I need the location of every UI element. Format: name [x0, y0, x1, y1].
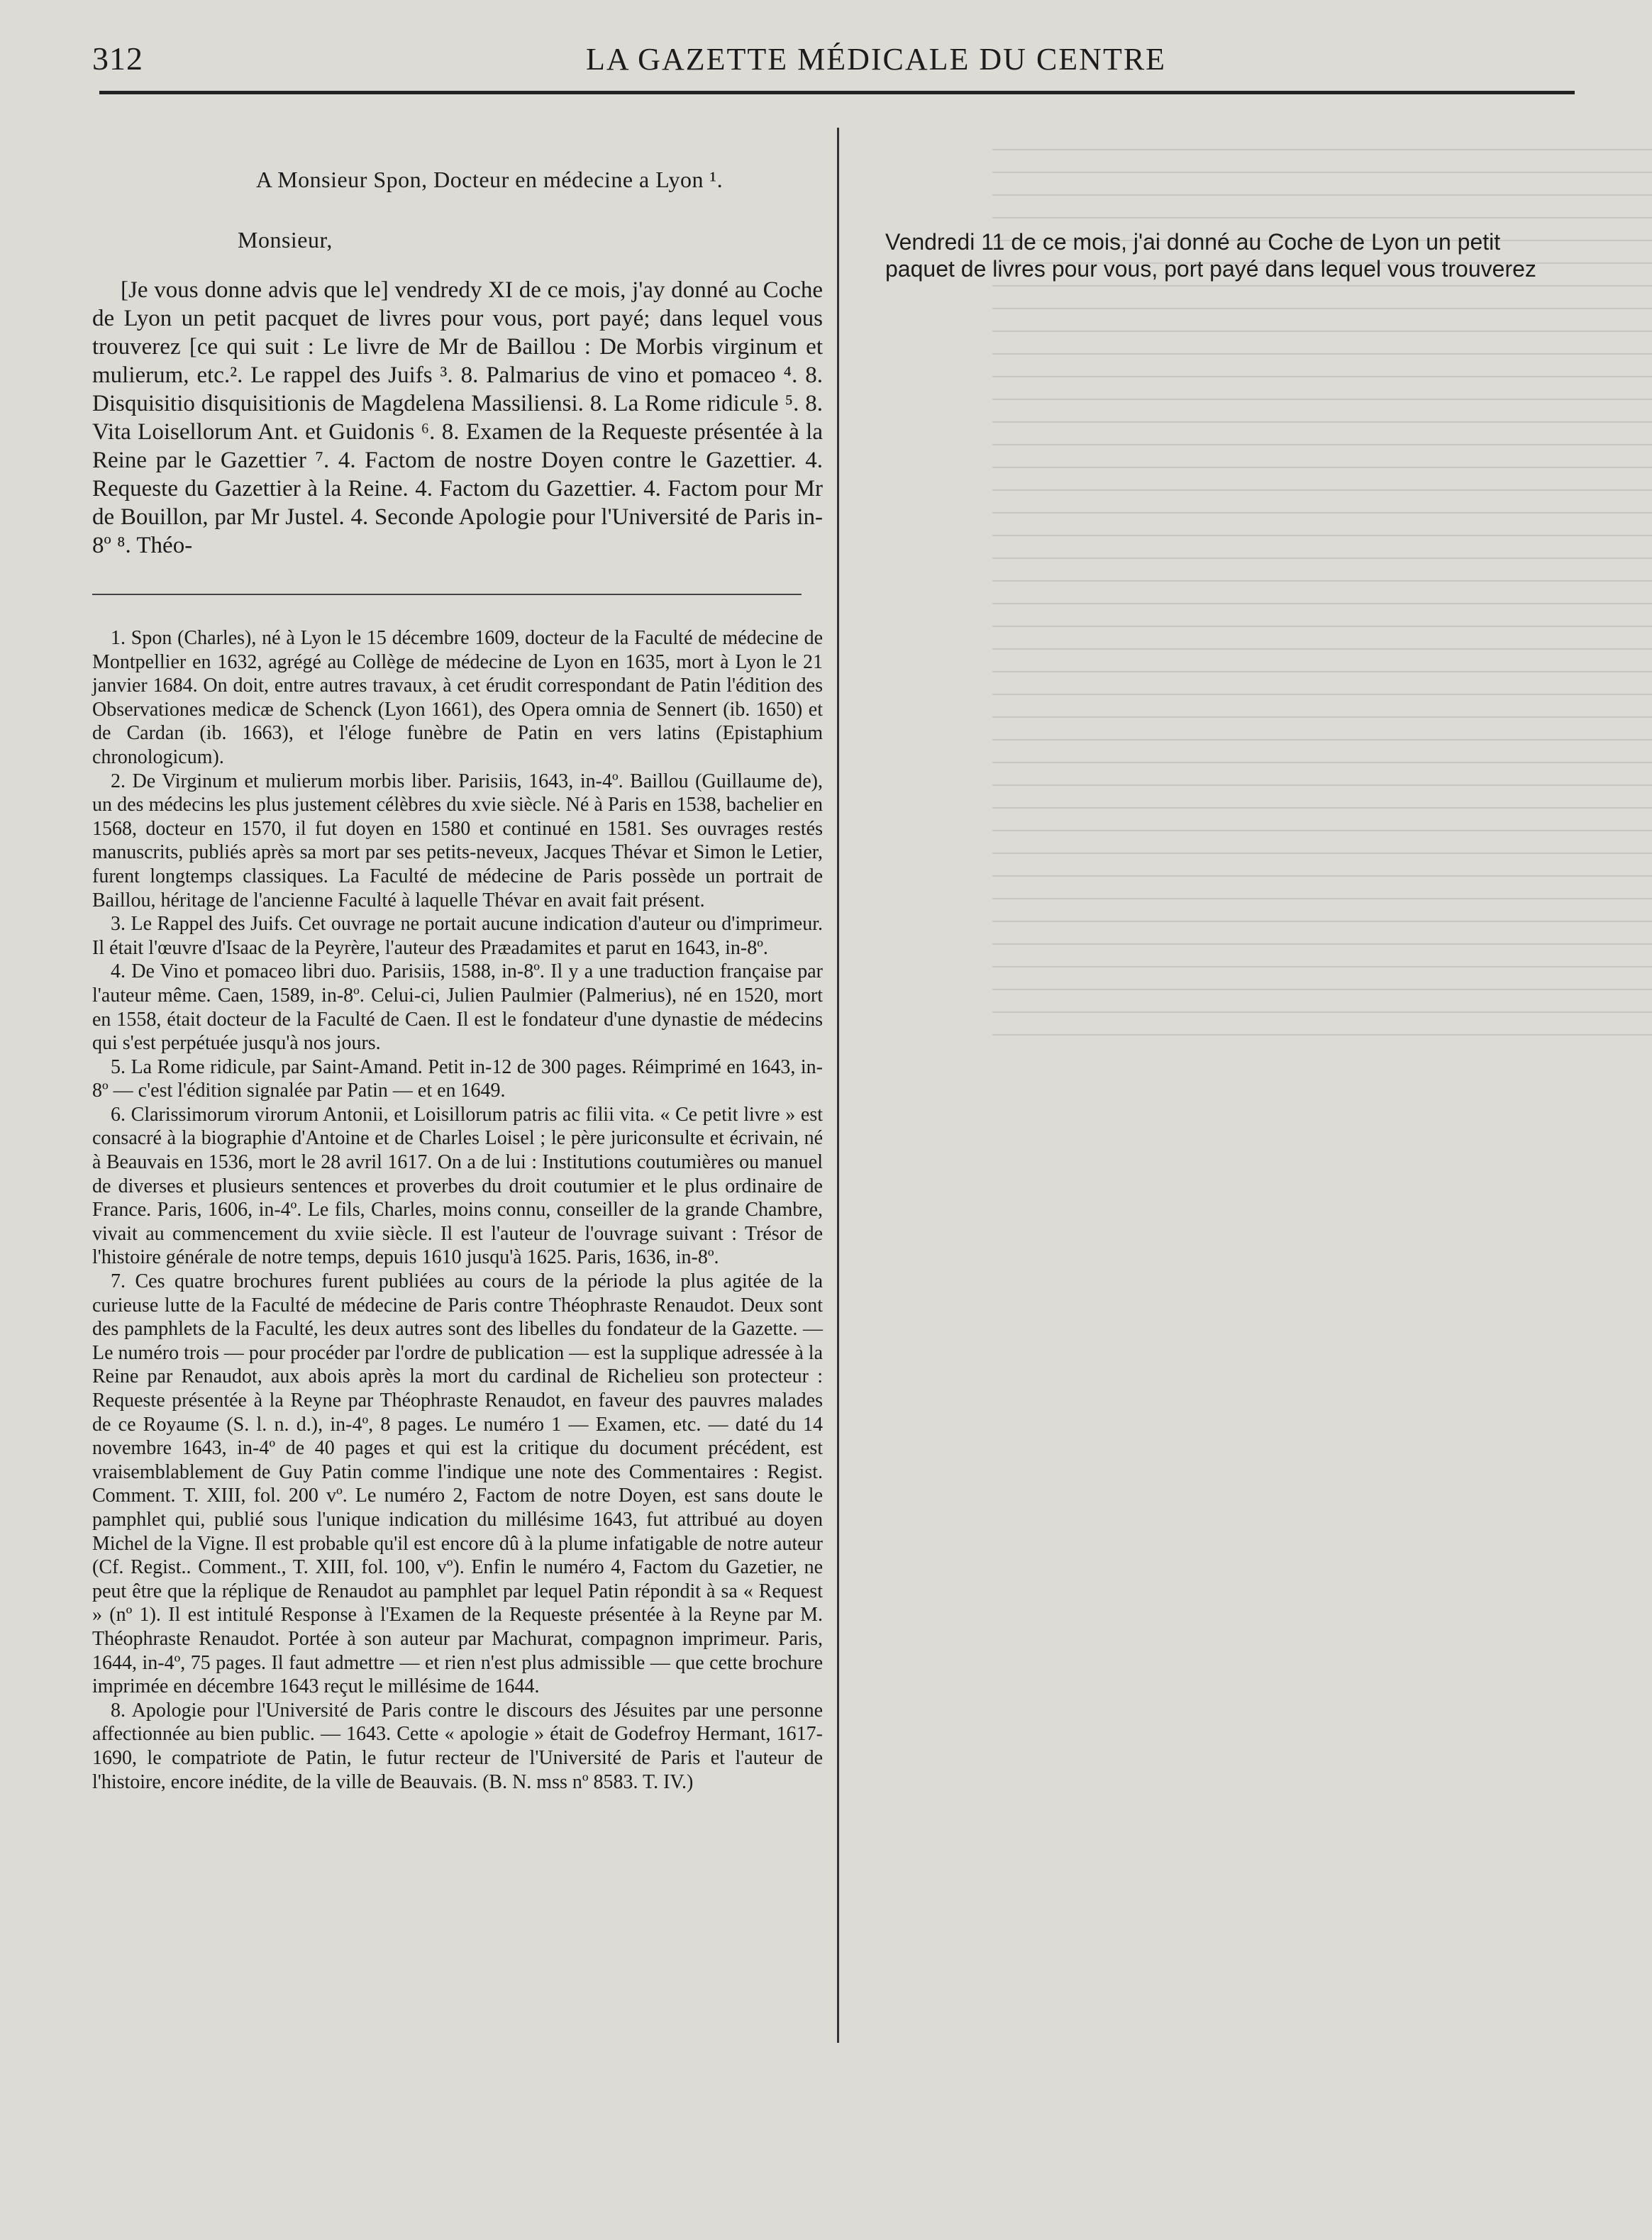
footnote-3: 3. Le Rappel des Juifs. Cet ouvrage ne portait aucune indication d'auteur ou d'imprimeur. Il était l'œuvre d'Isaac de la Peyrère, l'auteur des Præadamites et parut en 1643, in-8º. — [92, 913, 823, 959]
footnotes — [92, 626, 823, 1794]
footnote-1: 1. Spon (Charles), né à Lyon le 15 décembre 1609, docteur de la Faculté de médecine de Montpellier en 1632, agrégé au Collège de médecine de Lyon en 1635, mort à Lyon le 21 janvier 1684. On doit, entre autres travaux, à cet érudit correspondant de Patin l'édition des Observationes medicæ de Schenck (Lyon 1661), des Opera omnia de Sennert (ib. 1650) et de Cardan (ib. 1663), et l'éloge funèbre de Patin en vers latins (Epistaphium chronologicum). — [92, 627, 823, 768]
bleed-through-texture — [992, 128, 1652, 2163]
footnote-8: 8. Apologie pour l'Université de Paris contre le discours des Jésuites par une personne affectionnée au bien public. — 1643. Cette « apologie » était de Godefroy Hermant, 1617-1690, le compatriote de Patin, le futur recteur de l'Université de Paris et l'auteur de l'histoire, encore inédite, de la ville de Beauvais. (B. N. mss nº 8583. T. IV.) — [92, 1699, 823, 1793]
footnote-separator — [92, 594, 802, 595]
letter-salutation: Monsieur, — [238, 227, 333, 253]
footnote-7: 7. Ces quatre brochures furent publiées au cours de la période la plus agitée de la curieuse lutte de la Faculté de médecine de Paris contre Théophraste Renaudot. Deux sont des pamphlets de la Faculté, les deux autres sont des libelles du fondateur de la Gazette. — Le numéro trois — pour procéder par l'ordre de publication — est la supplique adressée à la Reine par Renaudot, aux abois après la mort du cardinal de Richelieu son protecteur : Requeste présentée à la Reyne par Théophraste Renaudot, en faveur des pauvres malades de ce Royaume (S. l. n. d.), in-4º, 8 pages. Le numéro 1 — Examen, etc. — daté du 14 novembre 1643, in-4º de 40 pages et qui est la critique du document précédent, est vraisemblablement de Guy Patin comme l'indique une note des Commentaires : Regist. Comment. T. XIII, fol. 200 vº. Le numéro 2, Factom de notre Doyen, est sans doute le pamphlet qui, publié sous l'unique indication du millésime 1643, fut attribué au doyen Michel de la Vigne. Il est probable qu'il est encore dû à la plume infatigable de notre auteur (Cf. Regist.. Comment., T. XIII, fol. 100, vº). Enfin le numéro 4, Factom du Gazetier, ne peut être que la réplique de Renaudot au pamphlet par lequel Patin répondit à sa « Request » (nº 1). Il est intitulé Response à l'Examen de la Requeste présentée à la Reyne par M. Théophraste Renaudot. Portée à son auteur par Machurat, compagnon imprimeur. Paris, 1644, in-4º, 75 pages. Il faut admettre — et rien n'est plus admissible — que cette brochure imprimée en décembre 1643 reçut le millésime de 1644. — [92, 1270, 823, 1698]
footnote-6: 6. Clarissimorum virorum Antonii, et Loisillorum patris ac filii vita. « Ce petit livre » est consacré à la biographie d'Antoine et de Charles Loisel ; le père juriconsulte et écrivain, né à Beauvais en 1536, mort le 28 avril 1617. On a de lui : Institutions coutumières ou manuel de diverses et plusieurs sentences et proverbes du droit coutumier et le plus ordinaire de France. Paris, 1606, in-4º. Le fils, Charles, moins connu, conseiller de la grande Chambre, vivait au commencement du xviie siècle. Il est l'auteur de l'ouvrage suivant : Trésor de l'histoire générale de notre temps, depuis 1610 jusqu'à 1625. Paris, 1636, in-8º. — [92, 1103, 823, 1269]
letter-body: [Je vous donne advis que le] vendredy XI de ce mois, j'ay donné au Coche de Lyon un petit pacquet de livres pour vous, port payé; dans lequel vous trouverez [ce qui suit : Le livre de Mr de Baillou : De Morbis virginum et mulierum, etc.². Le rappel des Juifs ³. 8. Palmarius de vino et pomaceo ⁴. 8. Disquisitio disquisitionis de Magdelena Massiliensi. 8. La Rome ridicule ⁵. 8. Vita Loisellorum Ant. et Guidonis ⁶. 8. Examen de la Requeste présentée à la Reine par le Gazettier ⁷. 4. Factom de nostre Doyen contre le Gazettier. 4. Requeste du Gazettier à la Reine. 4. Factom du Gazettier. 4. Factom pour Mr de Bouillon, par Mr Justel. 4. Seconde Apologie pour l'Université de Paris in-8º ⁸. Théo- — [92, 277, 823, 558]
footnote-5: 5. La Rome ridicule, par Saint-Amand. Petit in-12 de 300 pages. Réimprimé en 1643, in-8º — c'est l'édition signalée par Patin — et en 1649. — [92, 1055, 823, 1102]
journal-title: LA GAZETTE MÉDICALE DU CENTRE — [585, 42, 1167, 77]
footnote-4: 4. De Vino et pomaceo libri duo. Parisiis, 1588, in-8º. Il y a une traduction française par l'auteur même. Caen, 1589, in-8º. Celui-ci, Julien Paulmier (Palmerius), né en 1520, mort en 1558, était docteur de la Faculté de Caen. Il est le fondateur d'une dynastie de médecins qui s'est perpétuée jusqu'à nos jours. — [92, 960, 823, 1055]
transcription-text: Vendredi 11 de ce mois, j'ai donné au Coche de Lyon un petit paquet de livres pour vous, port payé dans lequel vous trouverez — [885, 229, 1536, 282]
column-divider — [837, 128, 839, 2043]
page-number: 312 — [92, 40, 143, 77]
header-rule — [99, 91, 1575, 94]
running-header — [92, 40, 1575, 89]
transcription-column — [885, 228, 1566, 282]
letter-addressee: A Monsieur Spon, Docteur en médecine a Lyon ¹. — [255, 167, 724, 192]
footnote-2: 2. De Virginum et mulierum morbis liber. Parisiis, 1643, in-4º. Baillou (Guillaume de), un des médecins les plus justement célèbres du xvie siècle. Né à Paris en 1538, bachelier en 1568, docteur en 1570, il fut doyen en 1580 et continué en 1581. Ses ouvrages restés manuscrits, publiés après sa mort par ses petits-neveux, Jacques Thévar et Simon le Letier, furent longtemps classiques. La Faculté de médecine de Paris possède un portrait de Baillou, héritage de l'ancienne Faculté à laquelle Thévar en avait fait présent. — [92, 770, 823, 911]
letter-column — [92, 167, 823, 1794]
